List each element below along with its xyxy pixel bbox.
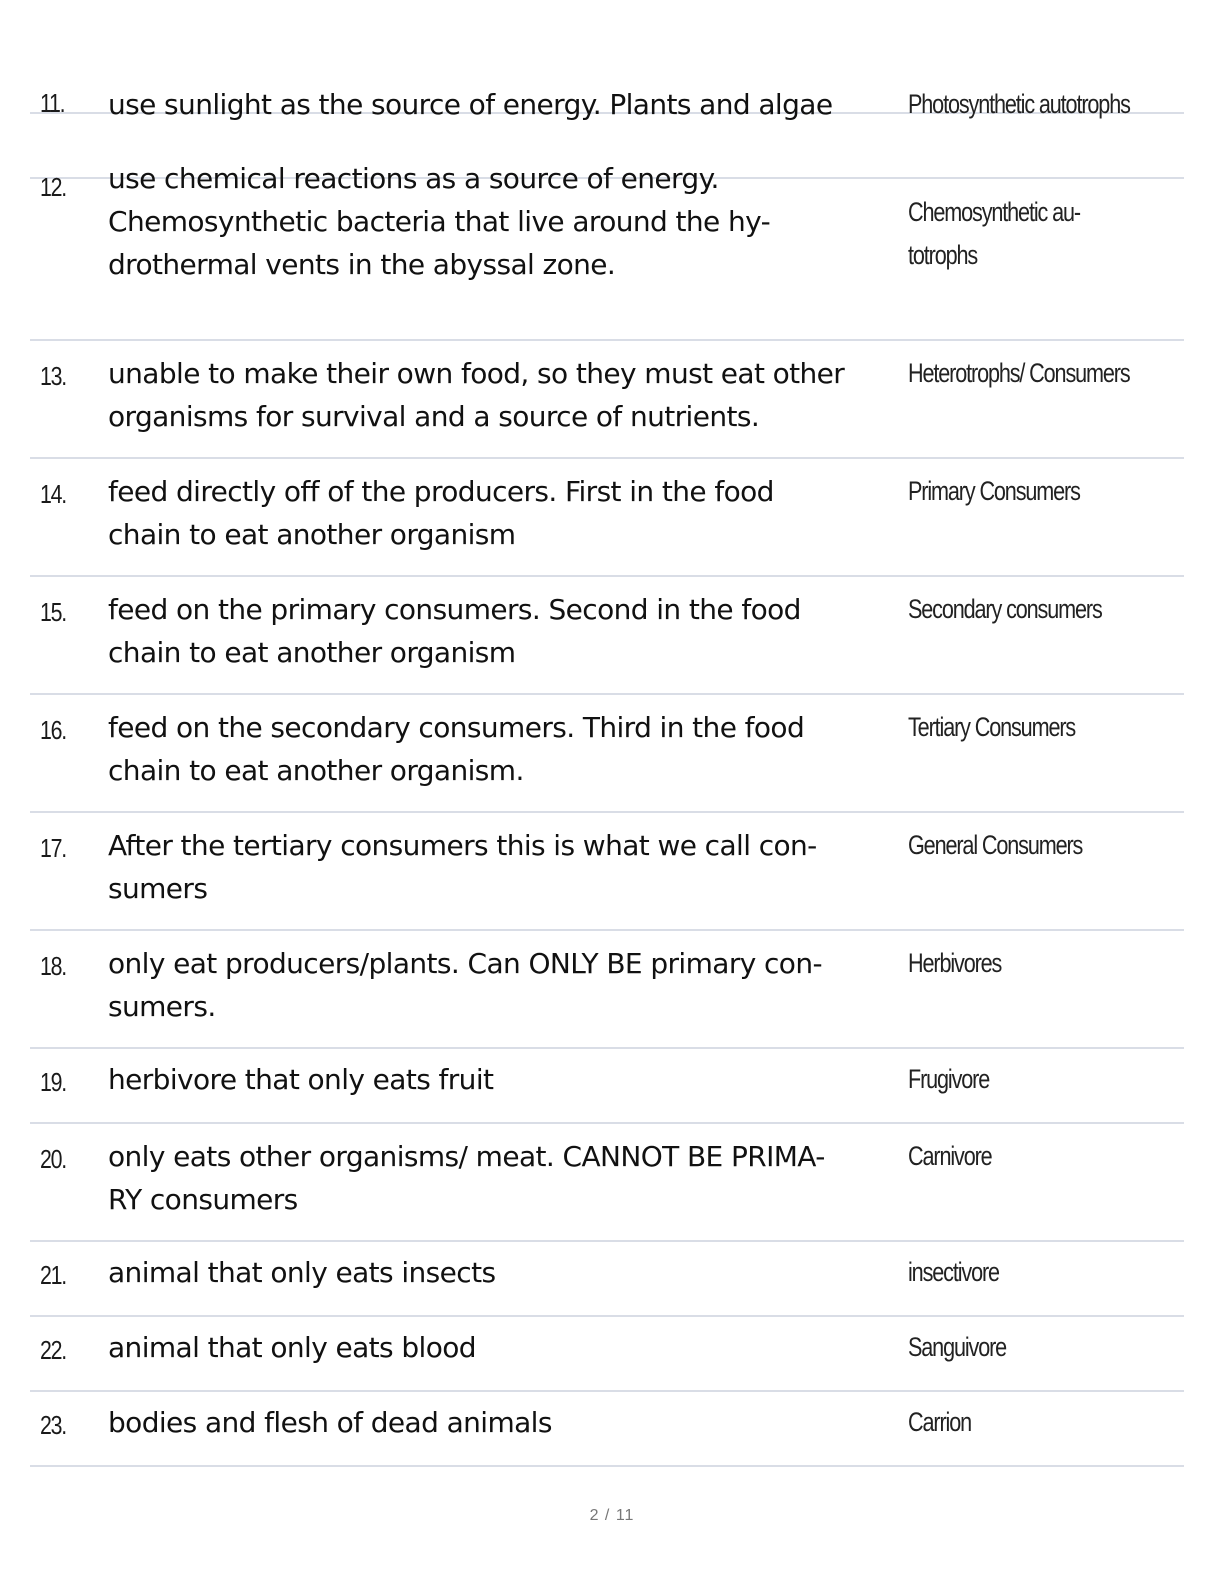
item-answer: Primary Consumers bbox=[908, 476, 1080, 506]
item-answer: Carnivore bbox=[908, 1141, 992, 1171]
list-item bbox=[30, 1124, 1184, 1242]
list-item bbox=[30, 695, 1184, 813]
page-indicator: 2 / 11 bbox=[589, 1507, 635, 1524]
item-question: herbivore that only eats fruit bbox=[108, 1063, 494, 1096]
item-number: 18. bbox=[40, 951, 66, 981]
list-item bbox=[30, 813, 1184, 931]
item-question: After the tertiary consumers this is what we call con- sumers bbox=[108, 829, 817, 905]
item-number: 22. bbox=[40, 1335, 66, 1365]
item-answer: Frugivore bbox=[908, 1064, 990, 1094]
item-question: only eat producers/plants. Can ONLY BE primary con- sumers. bbox=[108, 947, 822, 1023]
item-question: use chemical reactions as a source of energy. Chemosynthetic bacteria that live around the hy- drothermal vents in the abyssal zone. bbox=[108, 162, 771, 281]
list-item bbox=[30, 341, 1184, 459]
list-item bbox=[30, 459, 1184, 577]
list-item bbox=[30, 1317, 1184, 1392]
item-number: 12. bbox=[40, 172, 66, 202]
item-question: animal that only eats insects bbox=[108, 1256, 496, 1289]
item-answer: Sanguivore bbox=[908, 1332, 1007, 1362]
item-answer: Herbivores bbox=[908, 948, 1002, 978]
item-question: feed on the secondary consumers. Third in the food chain to eat another organism. bbox=[108, 711, 805, 787]
item-number: 11. bbox=[40, 88, 65, 118]
list-item bbox=[30, 1242, 1184, 1317]
item-number: 16. bbox=[40, 715, 66, 745]
item-number: 23. bbox=[40, 1410, 66, 1440]
list-item bbox=[30, 162, 1184, 341]
item-answer: insectivore bbox=[908, 1257, 999, 1287]
list-item bbox=[30, 577, 1184, 695]
list-item bbox=[30, 1392, 1184, 1467]
item-question: feed directly off of the producers. First in the food chain to eat another organism bbox=[108, 475, 774, 551]
item-question: unable to make their own food, so they must eat other organisms for survival and a source of nutrients. bbox=[108, 357, 845, 433]
item-number: 15. bbox=[40, 597, 66, 627]
item-question: feed on the primary consumers. Second in the food chain to eat another organism bbox=[108, 593, 801, 669]
item-number: 17. bbox=[40, 833, 66, 863]
item-answer: Photosynthetic autotrophs bbox=[908, 89, 1130, 119]
item-number: 14. bbox=[40, 479, 66, 509]
item-number: 13. bbox=[40, 361, 66, 391]
list-item bbox=[30, 931, 1184, 1049]
item-answer: Tertiary Consumers bbox=[908, 712, 1076, 742]
item-number: 20. bbox=[40, 1144, 66, 1174]
item-answer: Chemosynthetic au- totrophs bbox=[908, 197, 1080, 270]
item-answer: Heterotrophs/ Consumers bbox=[908, 358, 1130, 388]
list-item bbox=[30, 1049, 1184, 1124]
item-answer: General Consumers bbox=[908, 830, 1083, 860]
item-question: bodies and flesh of dead animals bbox=[108, 1406, 552, 1439]
item-number: 21. bbox=[40, 1260, 66, 1290]
item-answer: Secondary consumers bbox=[908, 594, 1102, 624]
item-number: 19. bbox=[40, 1067, 66, 1097]
item-question: animal that only eats blood bbox=[108, 1331, 476, 1364]
item-answer: Carrion bbox=[908, 1407, 971, 1437]
item-question: only eats other organisms/ meat. CANNOT BE PRIMA- RY consumers bbox=[108, 1140, 825, 1216]
item-question: use sunlight as the source of energy. Plants and algae bbox=[108, 88, 833, 121]
